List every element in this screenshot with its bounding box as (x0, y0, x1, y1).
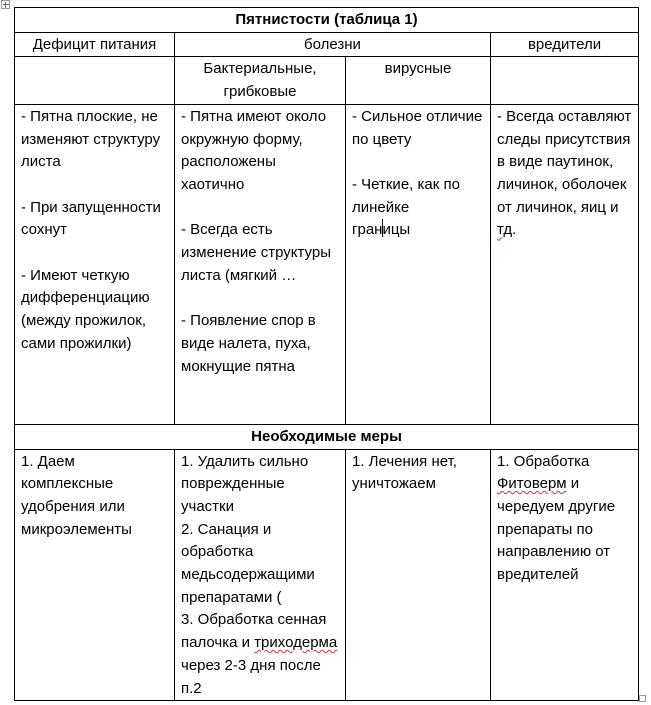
header-pests[interactable]: вредители (491, 32, 639, 57)
header-row (15, 32, 639, 57)
spots-table (14, 7, 639, 701)
symptom-text: - Пятна плоские, не изменяют структуру листа (21, 107, 165, 171)
header-diseases[interactable]: болезни (175, 32, 491, 57)
table-title[interactable]: Пятнистости (таблица 1) (15, 8, 639, 33)
measures-pests-cell[interactable] (491, 449, 639, 701)
symptoms-row (15, 104, 639, 424)
symptoms-viral-cell[interactable] (346, 104, 491, 424)
measures-row (15, 449, 639, 701)
measure-text-end: через 2-3 дня после п.2 (181, 634, 342, 697)
measures-title-row (15, 424, 639, 449)
subheader-bacterial[interactable]: Бактериальные, грибковые (175, 57, 346, 104)
measure-text (181, 609, 342, 700)
symptoms-pests-cell[interactable] (491, 104, 639, 424)
symptoms-deficit-cell[interactable] (15, 104, 175, 424)
measure-text: 2. Санация и обработка медьсодержащими препаратами ( (181, 520, 319, 606)
symptom-text-end: . (512, 221, 517, 239)
subheader-viral[interactable]: вирусные (346, 57, 491, 104)
misspelled-word[interactable]: Фитоверм (497, 475, 567, 493)
measure-text (497, 451, 632, 587)
text-after-caret: ицы (382, 221, 411, 239)
measures-bacterial-cell[interactable] (175, 449, 346, 701)
measure-text: 1. Лечения нет, уничтожаем (352, 452, 462, 493)
measures-title[interactable]: Необходимые меры (15, 424, 639, 449)
table-resize-handle-icon[interactable] (639, 695, 646, 702)
symptom-text-main: - Всегда оставляют следы присутствия в виде паутинок, личинок, оболочек от личинок, яиц и (497, 107, 636, 216)
symptom-text: - При запущенности сохнут (21, 198, 166, 239)
symptom-text: - Пятна имеют около окружную форму, расположены хаотично (181, 107, 331, 193)
measures-viral-cell[interactable] (346, 449, 491, 701)
measure-text-main: 3. Обработка сенная палочка и (181, 611, 331, 652)
subheader-empty-pests[interactable] (491, 57, 639, 104)
symptom-text (497, 106, 636, 242)
table-move-handle-icon[interactable] (1, 0, 10, 9)
misspelled-word[interactable]: тд (497, 221, 513, 239)
header-deficit[interactable]: Дефицит питания (15, 32, 175, 57)
measure-text: 1. Удалить сильно поврежденные участки (181, 452, 313, 515)
misspelled-word[interactable]: триходерма (254, 634, 338, 652)
subheader-row (15, 57, 639, 104)
text-before-caret: гран (352, 221, 383, 239)
symptom-text-with-caret (352, 219, 484, 242)
symptom-text: - Появление спор в виде налета, пуха, мокнущие пятна (181, 312, 320, 375)
symptom-text: - Имеют четкую дифференциацию (между прожилок, сами прожилки) (21, 266, 154, 352)
symptom-text: - Четкие, как по линейке (352, 175, 465, 216)
symptom-text: - Всегда есть изменение структуры листа (мягкий … (181, 221, 336, 284)
measure-text-end: и чередуем другие препараты по направлению от вредителей (497, 475, 620, 584)
title-row (15, 8, 639, 33)
symptom-text: - Сильное отличие по цвету (352, 107, 487, 148)
symptoms-bacterial-cell[interactable] (175, 104, 346, 424)
subheader-empty-deficit[interactable] (15, 57, 175, 104)
measure-text: 1. Даем комплексные удобрения или микроэлементы (21, 452, 132, 538)
measure-text-start: 1. Обработка (497, 452, 594, 470)
measures-deficit-cell[interactable] (15, 449, 175, 701)
